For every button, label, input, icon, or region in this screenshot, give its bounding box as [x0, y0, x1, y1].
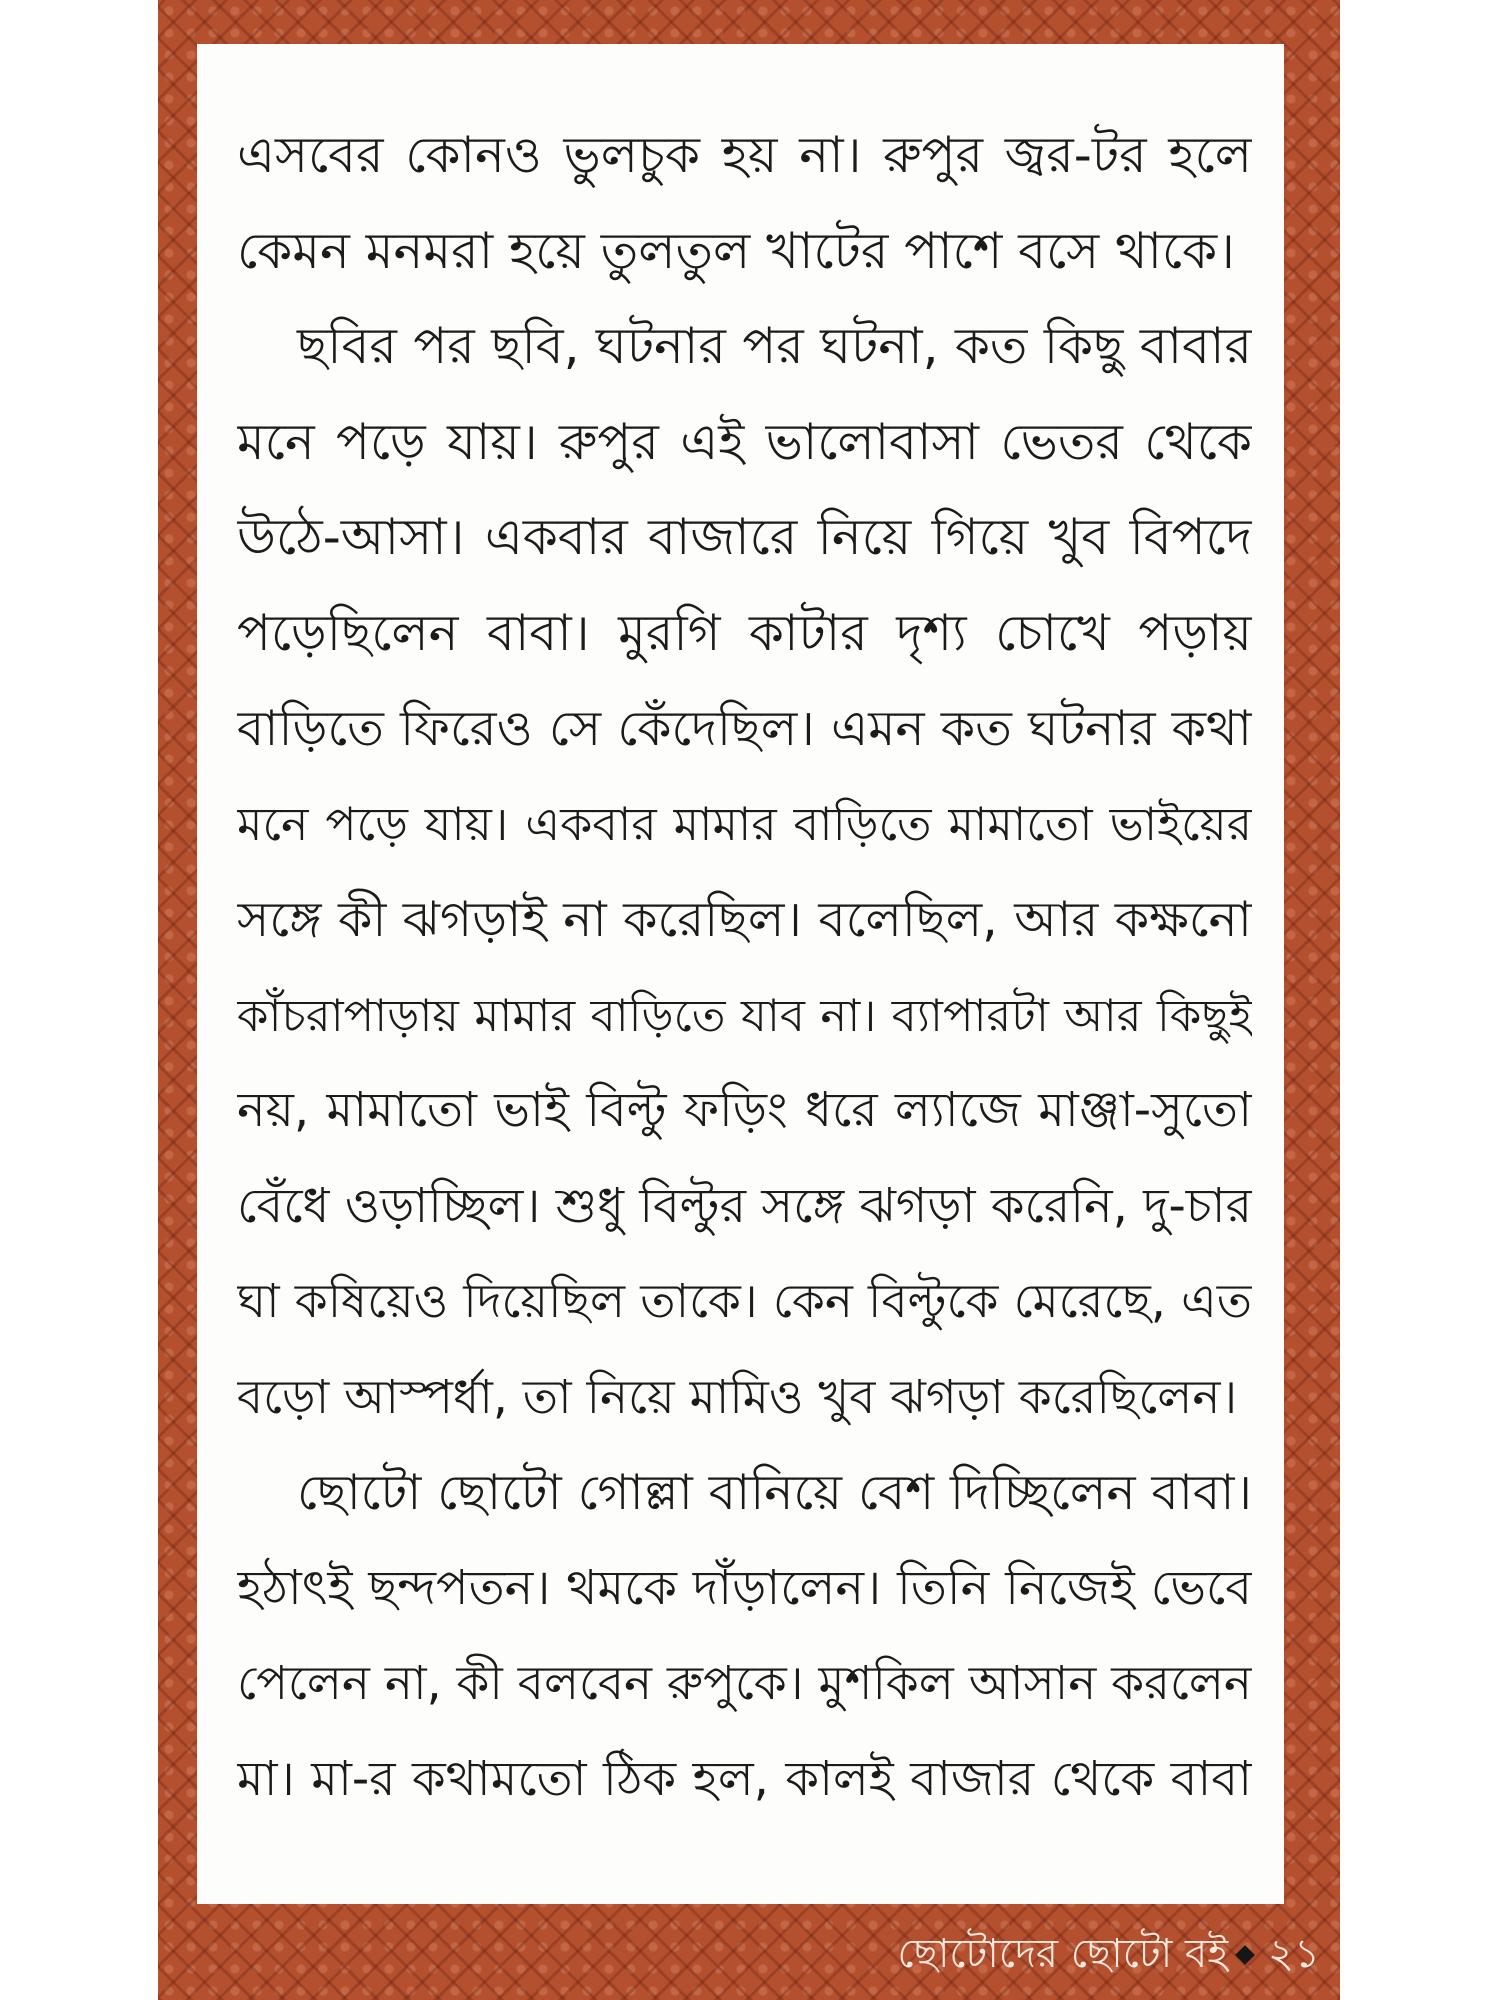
text-line: বাড়িতে ফিরেও সে কেঁদেছিল। এমন কত ঘটনার কথা	[237, 700, 1252, 757]
text-line: উঠে-আসা। একবার বাজারে নিয়ে গিয়ে খুব বিপদে	[237, 508, 1252, 566]
text-line: ঘা কষিয়েও দিয়েছিল তাকে। কেন বিল্টুকে মেরেছে, এত	[237, 1274, 1252, 1329]
text-line: নয়, মামাতো ভাই বিল্টু ফড়িং ধরে ল্যাজে মাঞ্জা-সুতো	[237, 1082, 1252, 1138]
book-title: ছোটোদের ছোটো বই	[897, 1930, 1229, 1977]
page-number: ২১	[1268, 1930, 1320, 1977]
text-line: হঠাৎই ছন্দপতন। থমকে দাঁড়ালেন। তিনি নিজেই ভেবে	[237, 1559, 1252, 1616]
text-line: বেঁধে ওড়াচ্ছিল। শুধু বিল্টুর সঙ্গে ঝগড়া করেনি, দু-চার	[237, 1177, 1252, 1234]
text-line: ছবির পর ছবি, ঘটনার পর ঘটনা, কত কিছু বাবার	[297, 317, 1252, 375]
diamond-separator-icon	[1235, 1945, 1255, 1965]
text-line: এসবের কোনও ভুলচুক হয় না। রুপুর জ্বর-টর হলে	[237, 126, 1252, 184]
text-line: বড়ো আস্পর্ধা, তা নিয়ে মামিও খুব ঝগড়া করেছিলেন।	[237, 1369, 1238, 1425]
text-line: পেলেন না, কী বলবেন রুপুকে। মুশকিল আসান করলেন	[237, 1656, 1252, 1711]
text-line: ছোটো ছোটো গোল্লা বানিয়ে বেশ দিচ্ছিলেন বাবা।	[297, 1464, 1252, 1521]
text-line: মনে পড়ে যায়। রুপুর এই ভালোবাসা ভেতর থেকে	[237, 412, 1252, 471]
text-line: পড়েছিলেন বাবা। মুরগি কাটার দৃশ্য চোখে পড়ায়	[237, 603, 1252, 662]
text-line: মা। মা-র কথামতো ঠিক হল, কালই বাজার থেকে বাবা	[237, 1750, 1252, 1807]
text-line: কাঁচরাপাড়ায় মামার বাড়িতে যাব না। ব্যাপারটা আর কিছুই	[237, 988, 1252, 1042]
page-footer	[800, 1925, 1320, 1985]
text-line: সঙ্গে কী ঝগড়াই না করেছিল। বলেছিল, আর কক্ষনো	[237, 891, 1252, 948]
text-panel	[197, 44, 1284, 1904]
text-line: মনে পড়ে যায়। একবার মামার বাড়িতে মামাতো ভাইয়ের	[237, 796, 1252, 851]
text-line: কেমন মনমরা হয়ে তুলতুল খাটের পাশে বসে থাকে।	[237, 221, 1235, 280]
